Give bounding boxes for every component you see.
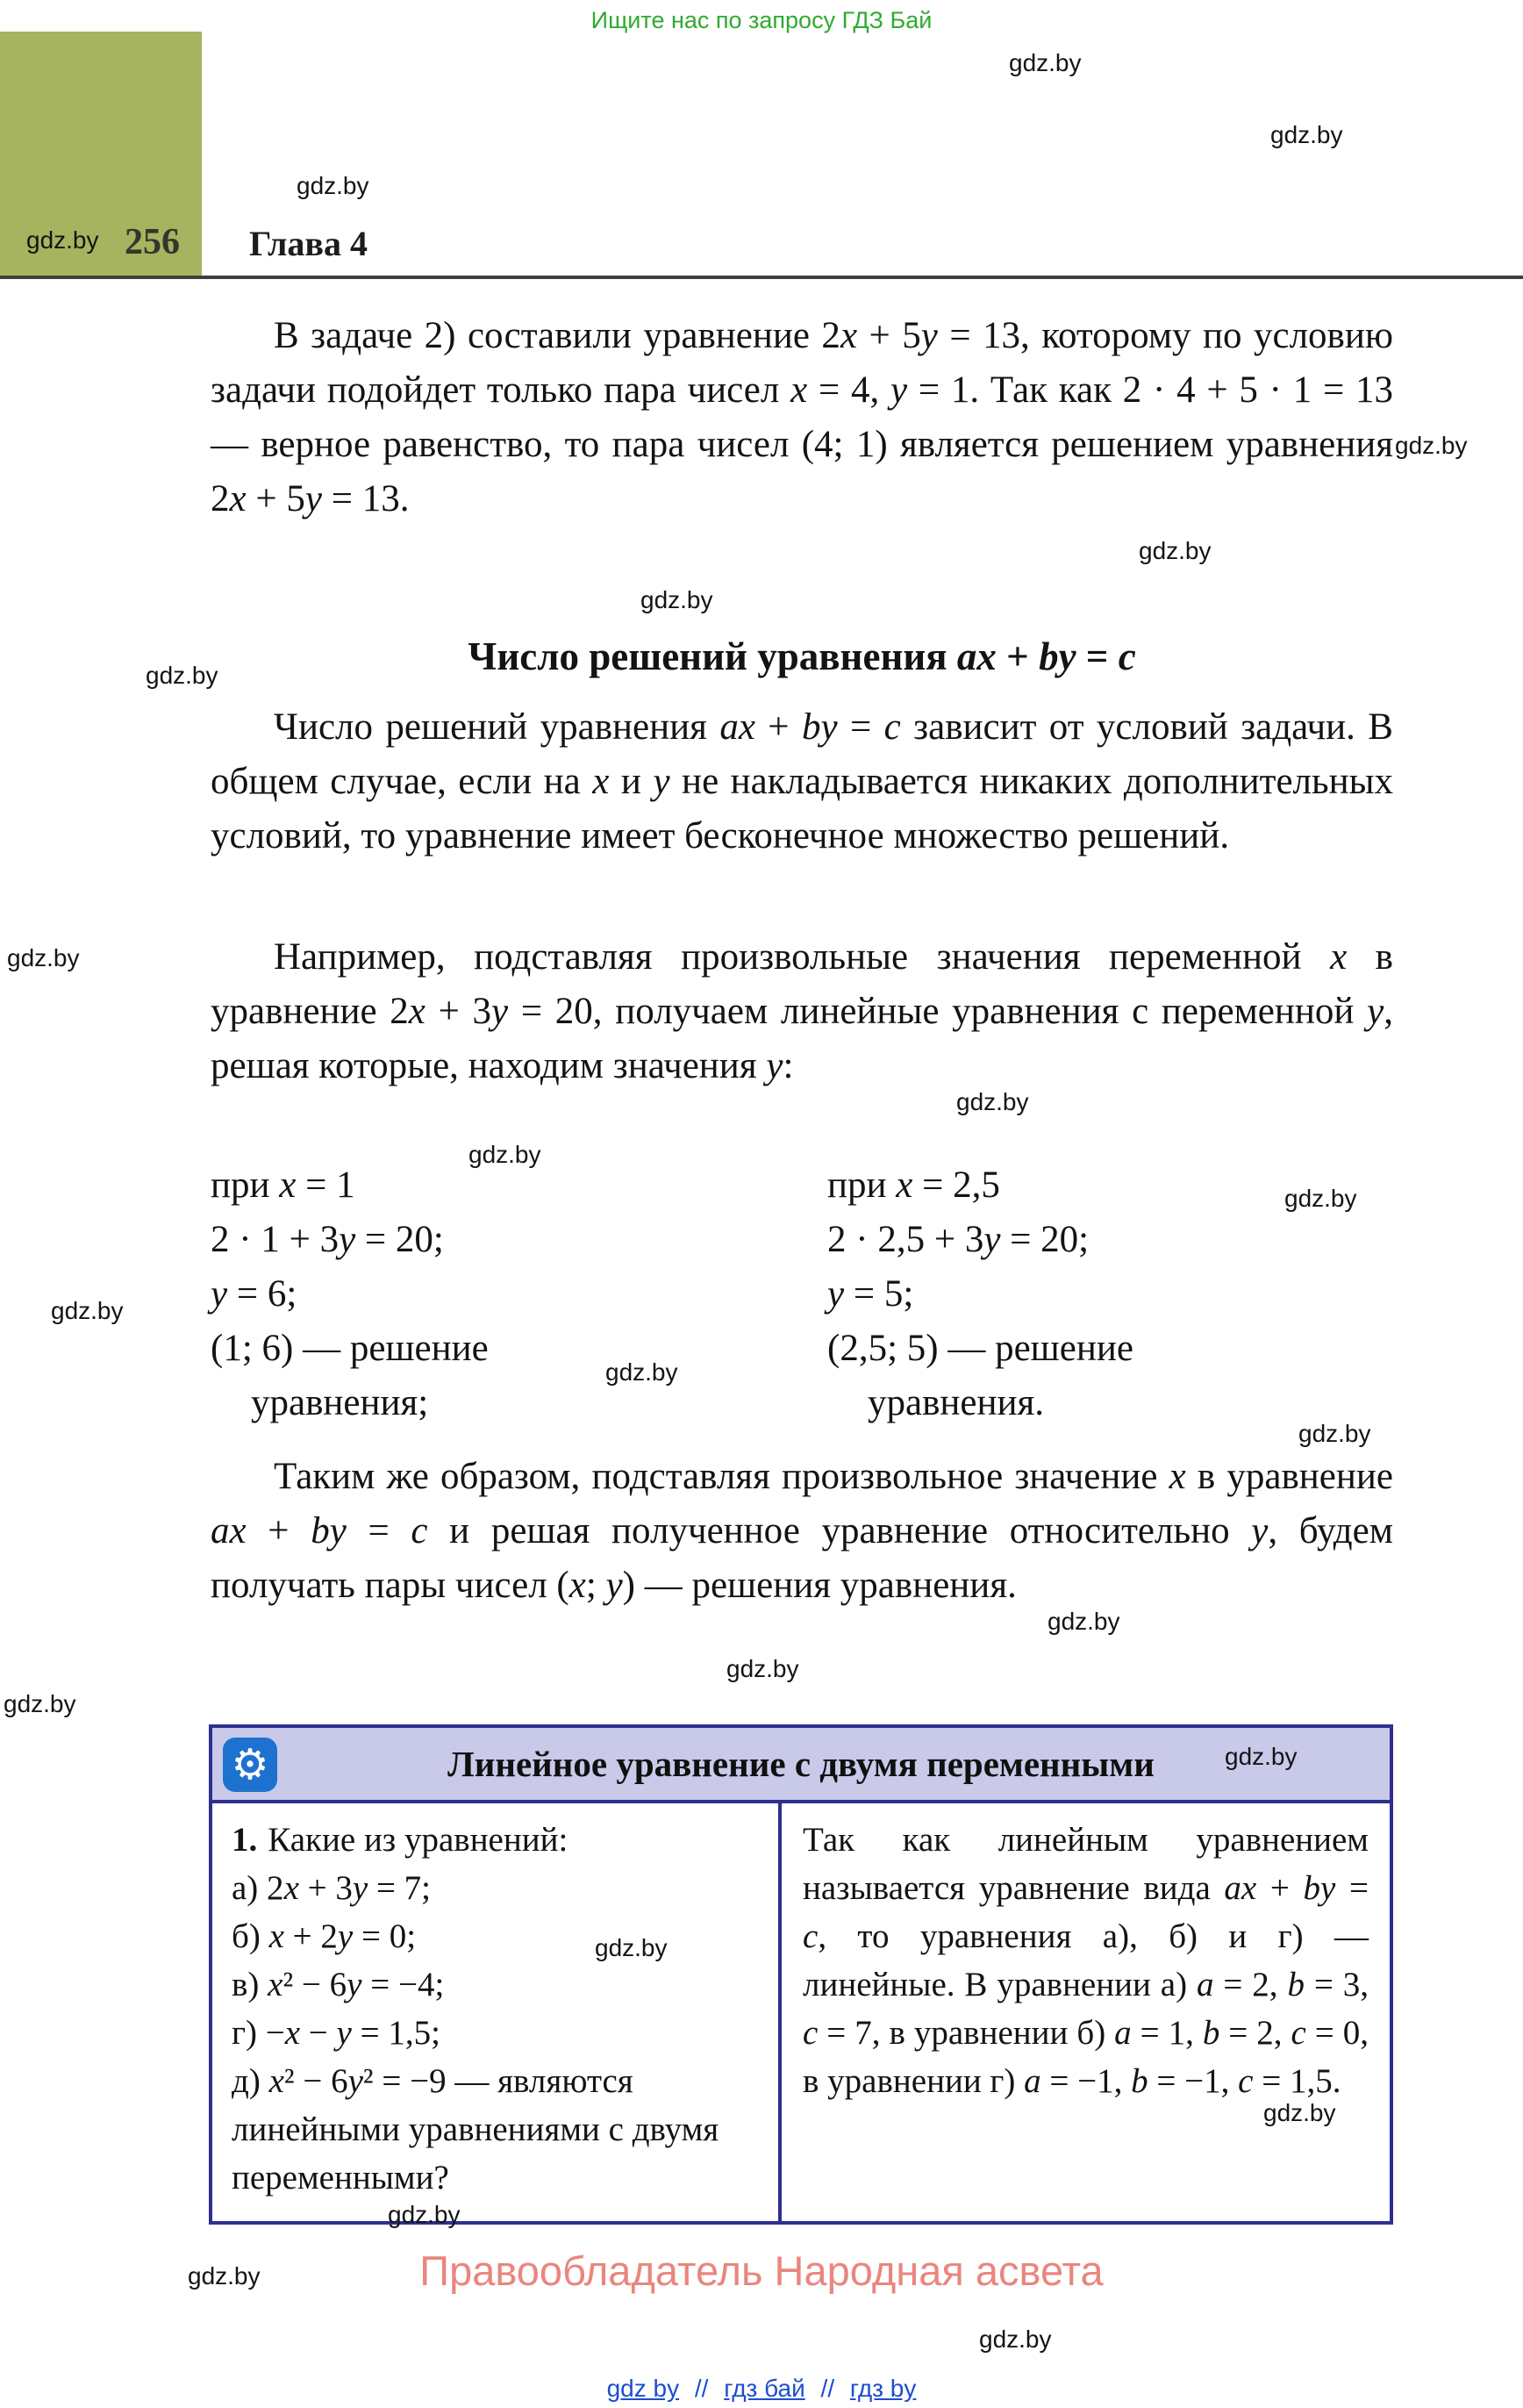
box-answer: Так как линейным уравнением называется уравнение вида ax + by = c, то уравнения а), б) и г) — линейные. В уравнении а) a = 2, b = 3, c = 7, в уравнении б) a = 1, b = 2, c = 0, в уравнении г) a = −1, b = −1, c = 1,5. (778, 1803, 1390, 2221)
paragraph-problem-2: В задаче 2) составили уравнение 2x + 5y = 13, которому по условию задачи подойдет только пара чисел x = 4, y = 1. Так как 2 · 4 + 5 · 1 = 13 — верное равенство, то пара чисел (4; 1) является решением уравнения 2x + 5y = 13. (211, 315, 1394, 520)
box-header (212, 1728, 1390, 1803)
footer-link-gdz-by-2[interactable]: гдз by (849, 2375, 917, 2402)
header-divider (0, 276, 1523, 279)
watermark-gdzby: gdz.by (1225, 1743, 1298, 1770)
footer-link-gdz-bai[interactable]: гдз бай (724, 2375, 805, 2402)
watermark-gdzby: gdz.by (4, 1690, 76, 1717)
watermark-gdzby: gdz.by (188, 2262, 261, 2290)
watermark-gdzby: gdz.by (1048, 1608, 1120, 1635)
question-item-v: в) x² − 6y = −4; (232, 1966, 445, 2003)
watermark-gdzby: gdz.by (1284, 1185, 1357, 1212)
watermark-gdzby: gdz.by (726, 1655, 799, 1682)
watermark-gdzby: gdz.by (605, 1358, 678, 1386)
footer-link-gdz-by[interactable]: gdz by (606, 2375, 680, 2402)
watermark-gdzby: gdz.by (956, 1088, 1029, 1115)
question-item-b: б) x + 2y = 0; (232, 1917, 417, 1955)
example-column-right (827, 1158, 1133, 1430)
copyright-notice: Правообладатель Народная асвета (419, 2247, 1104, 2294)
box-question (212, 1803, 778, 2221)
link-separator: // (820, 2375, 835, 2402)
question-intro-line (232, 1816, 759, 1864)
gear-icon (223, 1738, 277, 1792)
paragraph-solution-count: Число решений уравнения ax + by = c зависит от условий задачи. В общем случае, если на x и y не накладывается никаких дополнительных условий, то уравнение имеет бесконечное множество решений. (211, 706, 1394, 856)
page-number: 256 (125, 222, 180, 262)
watermark-gdzby: gdz.by (1395, 432, 1468, 459)
watermark-gdzby: gdz.by (1263, 2099, 1336, 2126)
question-item-d: д) x² − 6y² = −9 — являются линейными уравнениями с двумя переменными? (232, 2062, 719, 2197)
link-separator: // (694, 2375, 709, 2402)
box-body (212, 1803, 1390, 2221)
watermark-gdzby: gdz.by (468, 1141, 541, 1168)
example-line: уравнения. (868, 1382, 1045, 1423)
example-line: 2 · 2,5 + 3y = 20; (827, 1219, 1090, 1260)
example-line: уравнения; (251, 1382, 429, 1423)
example-line: (1; 6) — решение (211, 1328, 489, 1369)
gear-icon-glyph: ⚙ (231, 1740, 269, 1789)
watermark-gdzby: gdz.by (7, 944, 80, 971)
watermark-gdzby: gdz.by (1139, 537, 1212, 564)
watermark-gdzby: gdz.by (640, 586, 713, 613)
example-line: при x = 1 (211, 1165, 355, 1206)
watermark-gdzby: gdz.by (388, 2201, 461, 2228)
question-item-a: а) 2x + 3y = 7; (232, 1869, 432, 1907)
example-line: y = 5; (827, 1273, 914, 1315)
worked-example-box (209, 1724, 1393, 2225)
paragraph-example-intro: Например, подставляя произвольные значения переменной x в уравнение 2x + 3y = 20, получаем линейные уравнения с переменной y, решая которые, находим значения y: (211, 936, 1393, 1086)
section-heading: Число решений уравнения ax + by = c (468, 634, 1136, 678)
watermark-gdzby: gdz.by (595, 1934, 668, 1961)
footer-links (0, 2375, 1523, 2403)
watermark-gdzby: gdz.by (146, 662, 218, 689)
watermark-gdzby: gdz.by (1270, 121, 1343, 148)
question-number: 1. (232, 1821, 258, 1859)
watermark-gdzby: gdz.by (979, 2326, 1052, 2353)
box-title: Линейное уравнение с двумя переменными (447, 1744, 1155, 1784)
watermark-gdzby: gdz.by (1009, 49, 1082, 76)
paragraph-generalization: Таким же образом, подставляя произвольное значение x в уравнение ax + by = c и решая полученное уравнение относительно y, будем получать пары чисел (x; y) — решения уравнения. (211, 1456, 1393, 1606)
watermark-gdzby: gdz.by (297, 172, 369, 199)
example-column-left (211, 1158, 489, 1430)
watermark-gdzby: gdz.by (1298, 1420, 1371, 1447)
example-line: (2,5; 5) — решение (827, 1328, 1133, 1369)
question-intro: Какие из уравнений: (268, 1821, 568, 1859)
site-promo-text: Ищите нас по запросу ГДЗ Бай (590, 7, 933, 33)
chapter-title: Глава 4 (249, 224, 368, 263)
watermark-gdzby: gdz.by (26, 226, 99, 254)
watermark-gdzby: gdz.by (51, 1297, 124, 1324)
example-line: y = 6; (211, 1273, 297, 1315)
example-line: при x = 2,5 (827, 1165, 1000, 1206)
question-item-g: г) −x − y = 1,5; (232, 2014, 440, 2052)
example-line: 2 · 1 + 3y = 20; (211, 1219, 444, 1260)
